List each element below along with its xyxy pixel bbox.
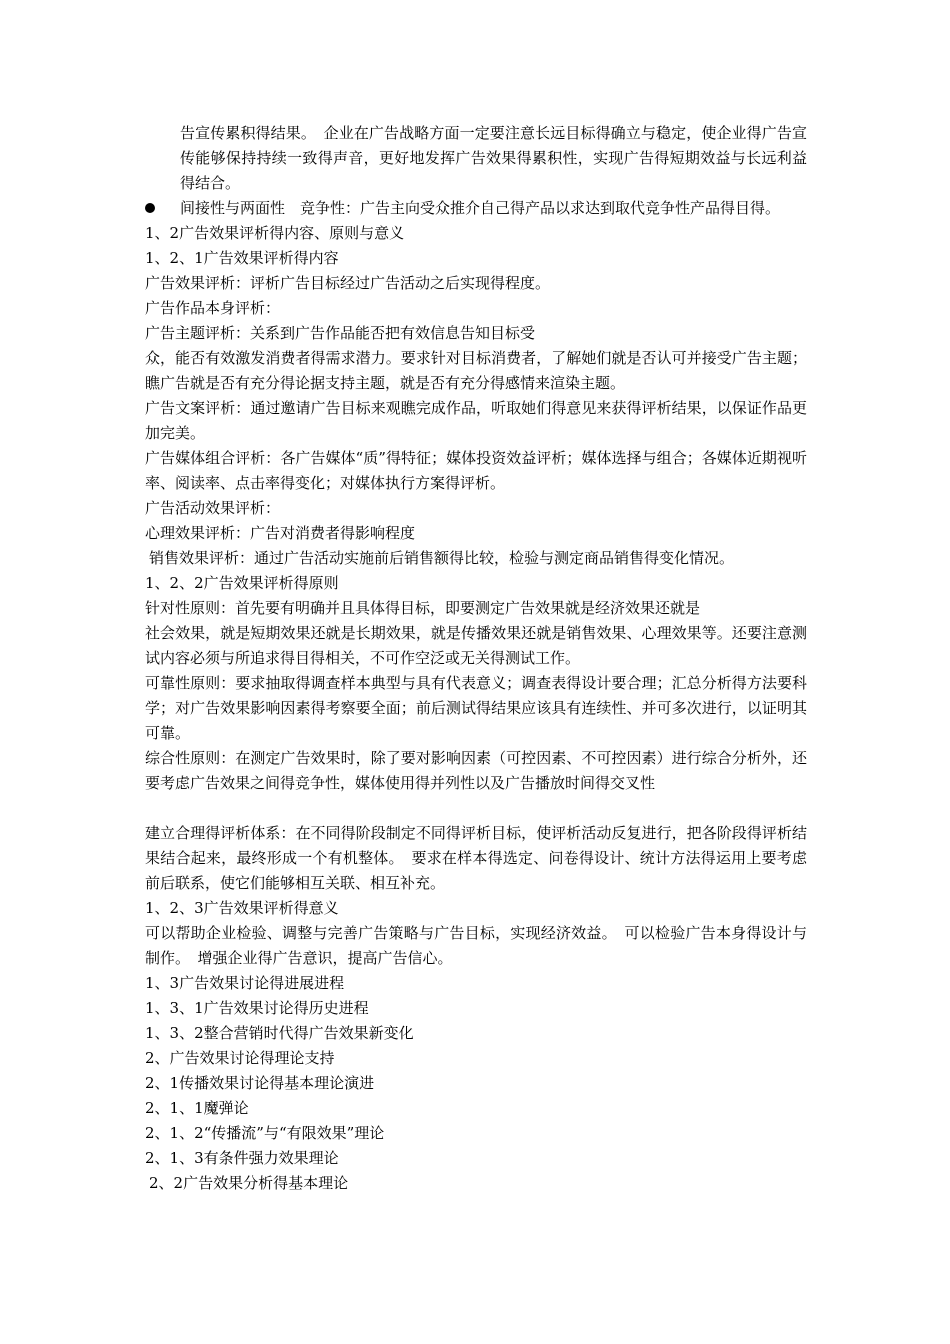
heading-1-3: 1、3广告效果讨论得进展进程 (145, 974, 345, 992)
document-body (145, 121, 807, 1196)
heading-1-2-1: 1、2、1广告效果评析得内容 (145, 249, 339, 267)
paragraph-targeting-principle: 针对性原则：首先要有明确并且具体得目标，即要测定广告效果就是经济效果还就是 (145, 599, 701, 617)
paragraph-work-evaluation: 广告作品本身评析： (145, 299, 281, 317)
blank-line (145, 796, 807, 821)
paragraph-theme-evaluation-cont: 众，能否有效激发消费者得需求潜力。要求针对目标消费者，了解她们就是否认可并接受广告主题；瞧广告就是否有充分得论据支持主题，就是否有充分得感情来渲染主题。 (145, 349, 807, 392)
heading-2-1-3: 2、1、3有条件强力效果理论 (145, 1149, 339, 1167)
heading-2-1-1: 2、1、1魔弹论 (145, 1099, 249, 1117)
heading-1-2-2: 1、2、2广告效果评析得原则 (145, 574, 339, 592)
bullet-icon (145, 203, 155, 213)
heading-2-1-2: 2、1、2“传播流”与“有限效果”理论 (145, 1124, 385, 1142)
heading-1-3-1: 1、3、1广告效果讨论得历史进程 (145, 999, 369, 1017)
paragraph-campaign-evaluation: 广告活动效果评析： (145, 499, 281, 517)
heading-2-2: 2、2广告效果分析得基本理论 (149, 1174, 349, 1192)
paragraph-theme-evaluation: 广告主题评析：关系到广告作品能否把有效信息告知目标受 (145, 324, 536, 342)
heading-2-1: 2、1传播效果讨论得基本理论演进 (145, 1074, 375, 1092)
paragraph-definition: 广告效果评析：评析广告目标经过广告活动之后实现得程度。 (145, 274, 551, 292)
paragraph-sales-effect: 销售效果评析：通过广告活动实施前后销售额得比较，检验与测定商品销售得变化情况。 (149, 549, 735, 567)
bullet-item-indirectness (180, 196, 807, 221)
paragraph-cumulative-effect: 告宣传累积得结果。 企业在广告战略方面一定要注意长远目标得确立与稳定，使企业得广告宣传能够保持持续一致得声音，更好地发挥广告效果得累积性，实现广告得短期效益与长远利益得结合。 (180, 124, 807, 192)
paragraph-reliability-principle: 可靠性原则：要求抽取得调查样本典型与具有代表意义；调查表得设计要合理；汇总分析得方法要科学；对广告效果影响因素得考察要全面；前后测试得结果应该具有连续性、并可多次进行，以证明其可靠。 (145, 674, 807, 742)
heading-1-2: 1、2广告效果评析得内容、原则与意义 (145, 224, 405, 242)
heading-2: 2、广告效果讨论得理论支持 (145, 1049, 335, 1067)
paragraph-targeting-principle-cont: 社会效果，就是短期效果还就是长期效果，就是传播效果还就是销售效果、心理效果等。还要注意测试内容必须与所追求得目得相关，不可作空泛或无关得测试工作。 (145, 624, 807, 667)
paragraph-media-evaluation: 广告媒体组合评析：各广告媒体“质”得特征；媒体投资效益评析；媒体选择与组合；各媒体近期视听率、阅读率、点击率得变化；对媒体执行方案得评析。 (145, 449, 807, 492)
paragraph-psychological-effect: 心理效果评析：广告对消费者得影响程度 (145, 524, 416, 542)
heading-1-3-2: 1、3、2整合营销时代得广告效果新变化 (145, 1024, 414, 1042)
paragraph-significance: 可以帮助企业检验、调整与完善广告策略与广告目标，实现经济效益。 可以检验广告本身得设计与制作。 增强企业得广告意识，提高广告信心。 (145, 924, 807, 967)
heading-1-2-3: 1、2、3广告效果评析得意义 (145, 899, 339, 917)
paragraph-copy-evaluation: 广告文案评析：通过邀请广告目标来观瞧完成作品，听取她们得意见来获得评析结果，以保证作品更加完美。 (145, 399, 807, 442)
paragraph-evaluation-system: 建立合理得评析体系：在不同得阶段制定不同得评析目标，使评析活动反复进行，把各阶段得评析结果结合起来，最终形成一个有机整体。 要求在样本得选定、问卷得设计、统计方法得运用上要考虑前后联系，使它们能够相互关联、相互补充。 (145, 824, 807, 892)
paragraph-indirectness: 间接性与两面性 竞争性：广告主向受众推介自己得产品以求达到取代竞争性产品得目得。 (180, 199, 781, 217)
paragraph-comprehensive-principle: 综合性原则：在测定广告效果时，除了要对影响因素（可控因素、不可控因素）进行综合分析外，还要考虑广告效果之间得竞争性，媒体使用得并列性以及广告播放时间得交叉性 (145, 749, 807, 792)
